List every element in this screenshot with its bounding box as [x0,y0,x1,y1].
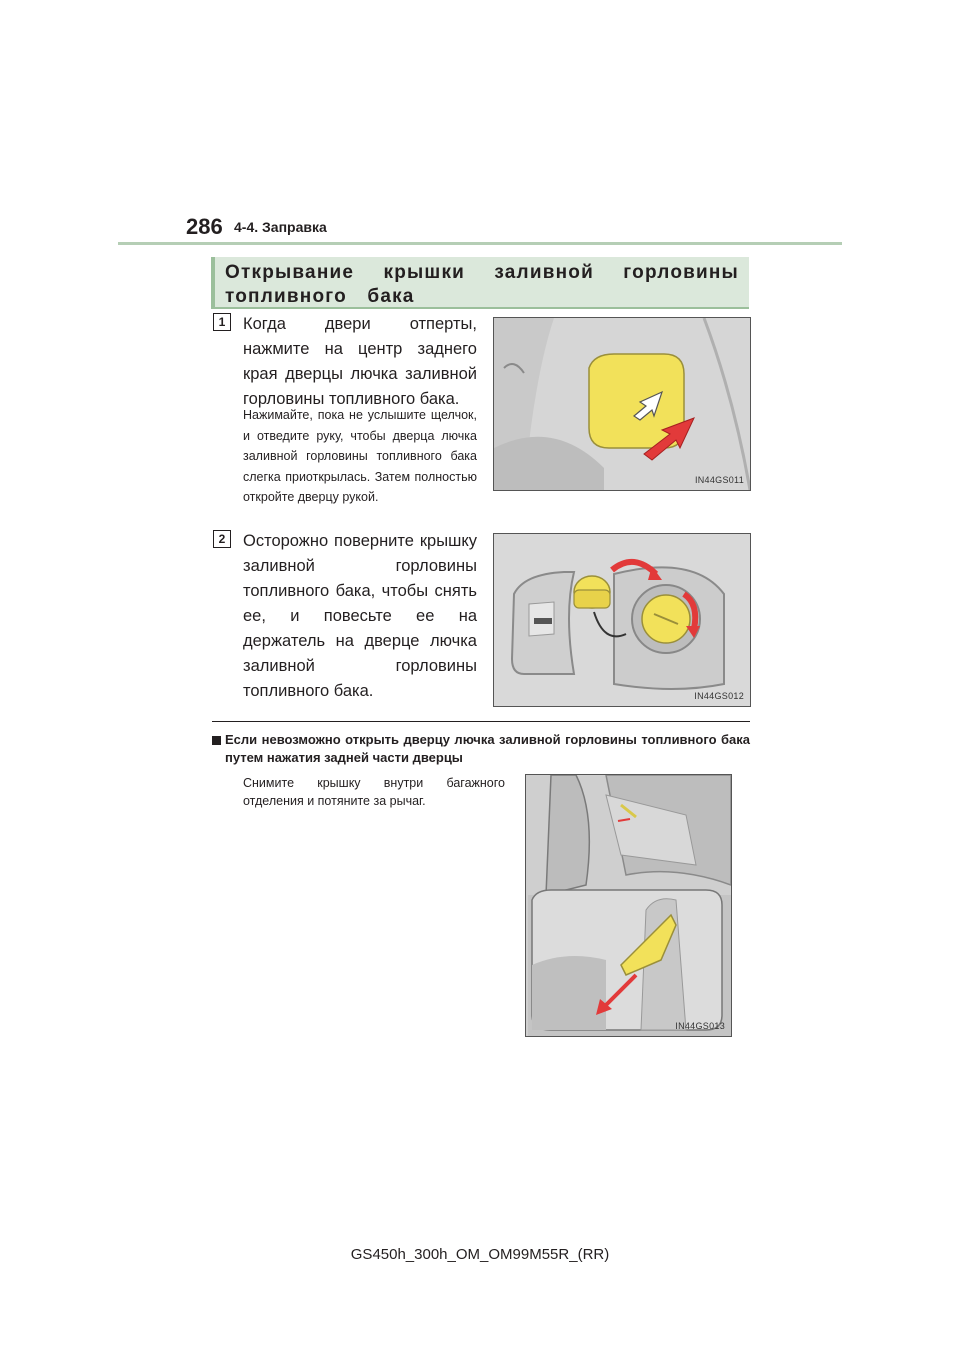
illustration-code-3: IN44GS013 [675,1021,725,1031]
subsection-divider [212,721,750,722]
step-1-badge: 1 [213,313,231,331]
square-bullet-icon [212,736,221,745]
illustration-code-1: IN44GS011 [694,475,744,485]
subsection-heading: Если невозможно открыть дверцу лючка заливной горловины топливного бака путем нажатия задней части дверцы [225,732,750,765]
subsection-text: Снимите крышку внутри багажного отделения и потяните за рычаг. [243,776,505,808]
page-number: 286 [186,214,223,239]
step-2-text: Осторожно поверните крышку заливной горловины топливного бака, чтобы снять ее, и повесьте ее на держатель на дверце лючка заливной горловины топливного бака. [243,532,477,700]
section-label: 4-4. Заправка [234,219,327,235]
header-rule [118,242,842,245]
footer-document-id: GS450h_300h_OM_OM99M55R_(RR) [350,1246,610,1263]
heading-underline [211,307,749,309]
illustration-code-2: IN44GS012 [694,691,744,701]
section-heading: Открывание крышки заливной горловины топливного бака [225,262,739,307]
fuel-cap-removal-drawing [494,534,750,706]
trunk-lever-illustration [525,774,732,1037]
fuel-door-press-illustration [493,317,751,491]
step-2-badge: 2 [213,530,231,548]
trunk-lever-drawing [526,775,731,1036]
fuel-door-press-drawing [494,318,750,490]
fuel-cap-removal-illustration [493,533,751,707]
step-1-text: Когда двери отперты, нажмите на центр заднего края дверцы лючка заливной горловины топливного бака. [243,315,477,408]
step-1-note: Нажимайте, пока не услышите щелчок, и отведите руку, чтобы дверца лючка заливной горловины топливного бака слегка приоткрылась. Затем полностью откройте дверцу рукой. [243,408,477,504]
section-heading-box [211,257,749,307]
